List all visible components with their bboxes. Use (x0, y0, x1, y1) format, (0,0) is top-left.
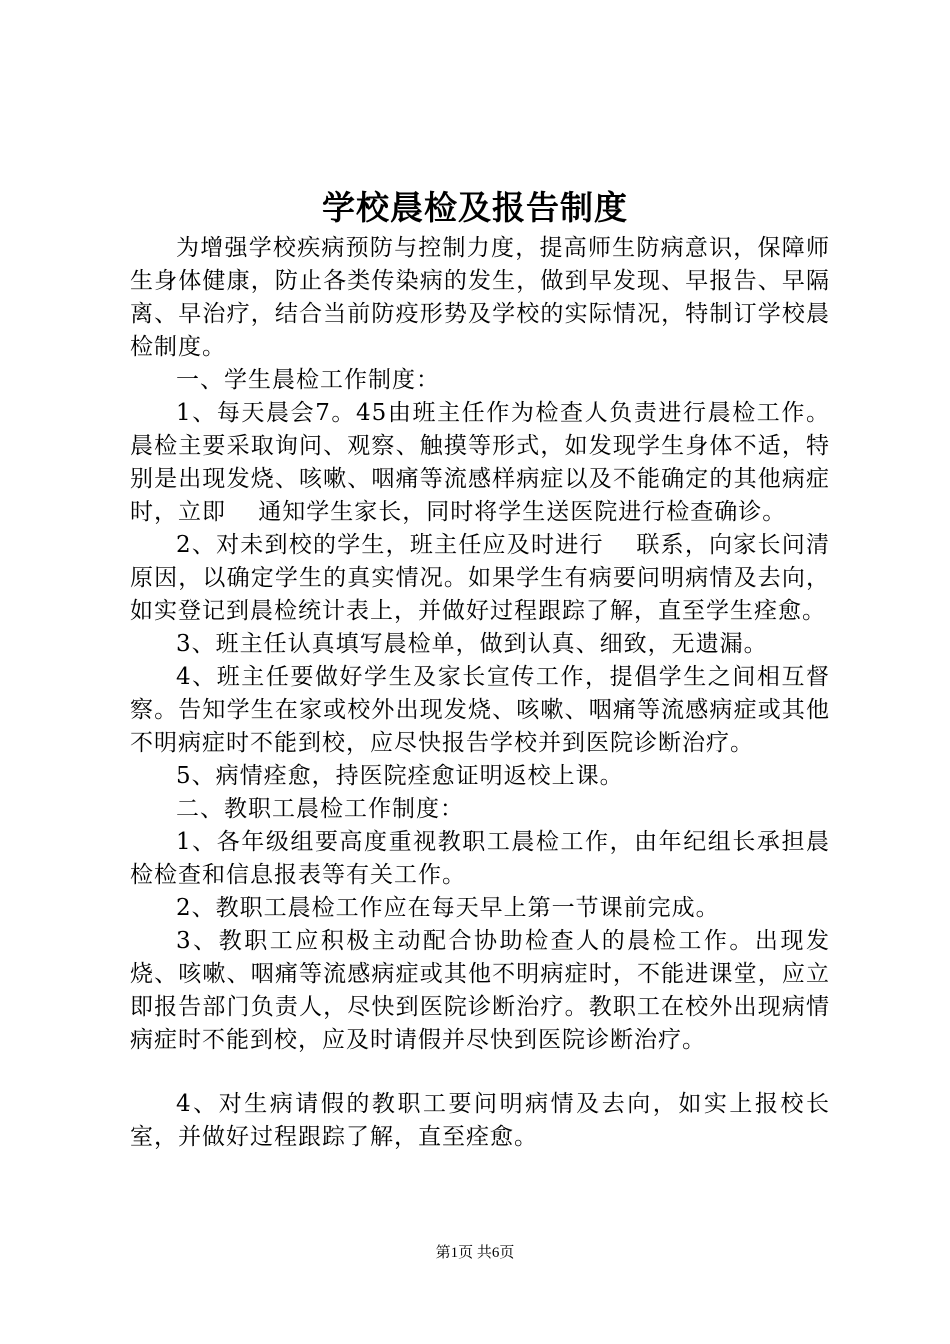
staff-rule-3: 3、教职工应积极主动配合协助检查人的晨检工作。出现发烧、咳嗽、咽痛等流感病症或其他不明病症时，不能进课堂，应立即报告部门负责人，尽快到医院诊断治疗。教职工在校外出现病情病症时不能到校，应及时请假并尽快到医院诊断治疗。 (130, 928, 830, 1053)
student-rule-2: 2、对未到校的学生，班主任应及时进行 联系，向家长问清原因，以确定学生的真实情况。如果学生有病要问明病情及去向，如实登记到晨检统计表上，并做好过程跟踪了解，直至学生痊愈。 (130, 532, 830, 624)
staff-rule-1: 1、各年级组要高度重视教职工晨检工作，由年纪组长承担晨检检查和信息报表等有关工作。 (130, 829, 830, 888)
page-footer: 第1页 共6页 (435, 1245, 515, 1261)
student-rule-1: 1、每天晨会7。45由班主任作为检查人负责进行晨检工作。晨检主要采取询问、观察、触摸等形式，如发现学生身体不适，特别是出现发烧、咳嗽、咽痛等流感样病症以及不能确定的其他病症时，立即 通知学生家长，同时将学生送医院进行检查确诊。 (130, 400, 830, 525)
student-rule-5: 5、病情痊愈，持医院痊愈证明返校上课。 (176, 763, 624, 789)
section-heading-students: 一、学生晨检工作制度： (176, 367, 440, 393)
student-rule-3: 3、班主任认真填写晨检单，做到认真、细致，无遗漏。 (176, 631, 768, 657)
staff-rule-4: 4、对生病请假的教职工要问明病情及去向，如实上报校长室，并做好过程跟踪了解，直至痊愈。 (130, 1091, 830, 1150)
intro-paragraph: 为增强学校疾病预防与控制力度，提高师生防病意识，保障师生身体健康，防止各类传染病的发生，做到早发现、早报告、早隔离、早治疗，结合当前防疫形势及学校的实际情况，特制订学校晨检制度。 (130, 235, 830, 360)
student-rule-4: 4、班主任要做好学生及家长宣传工作，提倡学生之间相互督察。告知学生在家或校外出现发烧、咳嗽、咽痛等流感病症或其他不明病症时不能到校，应尽快报告学校并到医院诊断治疗。 (130, 664, 830, 756)
document-body (130, 232, 830, 1154)
section-heading-staff: 二、教职工晨检工作制度： (176, 796, 464, 822)
staff-rule-2: 2、教职工晨检工作应在每天早上第一节课前完成。 (176, 895, 720, 921)
document-title: 学校晨检及报告制度 (322, 188, 628, 227)
